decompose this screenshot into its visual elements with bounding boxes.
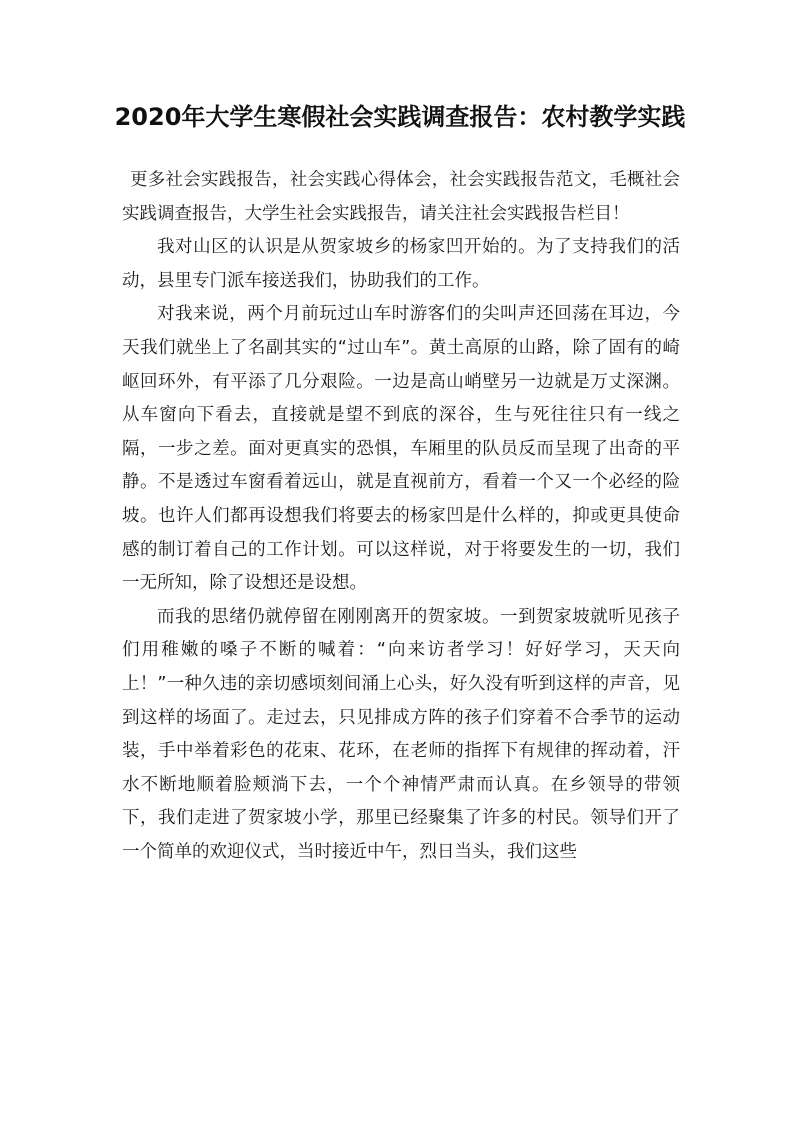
document-body [122, 164, 680, 869]
intro-paragraph: 更多社会实践报告，社会实践心得体会，社会实践报告范文，毛概社会实践调查报告，大学生社会实践报告，请关注社会实践报告栏目！ [122, 170, 680, 224]
body-paragraph-2: 对我来说，两个月前玩过山车时游客们的尖叫声还回荡在耳边，今天我们就坐上了名副其实的“过山车”。黄土高原的山路，除了固有的崎岖回环外，有平添了几分艰险。一边是高山峭壁另一边就是万丈深渊。从车窗向下看去，直接就是望不到底的深谷，生与死往往只有一线之隔，一步之差。面对更真实的恐惧，车厢里的队员反而呈现了出奇的平静。不是透过车窗看着远山，就是直视前方，看着一个又一个必经的险坡。也许人们都再设想我们将要去的杨家凹是什么样的，抑或更具使命感的制订着自己的工作计划。可以这样说，对于将要发生的一切，我们一无所知，除了设想还是设想。 [122, 304, 680, 594]
body-paragraph-3: 而我的思绪仍就停留在刚刚离开的贺家坡。一到贺家坡就听见孩子们用稚嫩的嗓子不断的喊着：“向来访者学习！好好学习，天天向上！”一种久违的亲切感顷刻间涌上心头，好久没有听到这样的声音，见到这样的场面了。走过去，只见排成方阵的孩子们穿着不合季节的运动装，手中举着彩色的花束、花环，在老师的指挥下有规律的挥动着，汗水不断地顺着脸颊淌下去，一个个神情严肃而认真。在乡领导的带领下，我们走进了贺家坡小学，那里已经聚集了许多的村民。领导们开了一个简单的欢迎仪式，当时接近中午，烈日当头，我们这些 [122, 606, 680, 862]
document-title: 2020年大学生寒假社会实践调查报告：农村教学实践 [114, 103, 686, 131]
body-paragraph-1: 我对山区的认识是从贺家坡乡的杨家凹开始的。为了支持我们的活动，县里专门派车接送我们，协助我们的工作。 [122, 237, 680, 291]
